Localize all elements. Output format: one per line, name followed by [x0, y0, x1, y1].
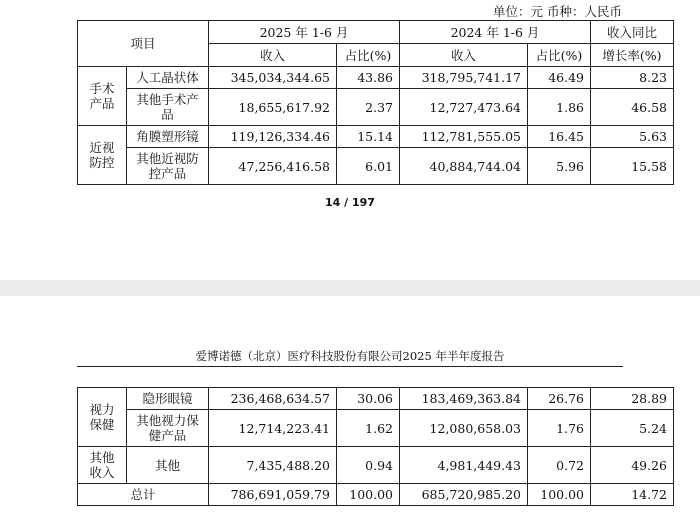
cell-revenue-2025: 236,468,634.57: [209, 388, 337, 410]
cell-revenue-2025: 12,714,223.41: [209, 410, 337, 447]
cell-share-2024: 26.76: [528, 388, 591, 410]
cell-growth: 8.23: [591, 67, 674, 89]
category-label: 手术产品: [78, 67, 127, 126]
page-gap: [0, 280, 700, 296]
running-header: 爱博诺德（北京）医疗科技股份有限公司2025 年半年度报告: [195, 349, 505, 363]
header-2025: 2025 年 1-6 月: [209, 21, 400, 44]
table-row: [78, 89, 674, 126]
category-label: 视力保健: [78, 388, 127, 447]
table-row: [78, 388, 674, 410]
table-row: [78, 148, 674, 185]
cell-share-2024: 16.45: [528, 126, 591, 148]
cell-revenue-2025: 18,655,617.92: [209, 89, 337, 126]
cell-revenue-2024: 183,469,363.84: [400, 388, 528, 410]
total-label: 总计: [78, 484, 209, 506]
cell-revenue-2024: 40,884,744.04: [400, 148, 528, 185]
cell-growth: 46.58: [591, 89, 674, 126]
cell-share-2025: 30.06: [337, 388, 400, 410]
header-growth-rate: 增长率(%): [591, 44, 674, 67]
header-item: 项目: [78, 21, 209, 67]
header-yoy: 收入同比: [591, 21, 674, 44]
cell-revenue-2024: 4,981,449.43: [400, 447, 528, 484]
table-row: [78, 447, 674, 484]
cell-revenue-2025: 345,034,344.65: [209, 67, 337, 89]
header-revenue-2025: 收入: [209, 44, 337, 67]
revenue-table-part1: [77, 20, 674, 185]
cell-revenue-2024: 112,781,555.05: [400, 126, 528, 148]
total-growth: 14.72: [591, 484, 674, 506]
cell-growth: 5.24: [591, 410, 674, 447]
cell-revenue-2025: 7,435,488.20: [209, 447, 337, 484]
total-revenue-2024: 685,720,985.20: [400, 484, 528, 506]
cell-revenue-2024: 12,727,473.64: [400, 89, 528, 126]
total-share-2024: 100.00: [528, 484, 591, 506]
cell-growth: 28.89: [591, 388, 674, 410]
cell-growth: 5.63: [591, 126, 674, 148]
revenue-table-part2: [77, 387, 674, 506]
page-number: 14 / 197: [325, 196, 375, 209]
header-share-2024: 占比(%): [528, 44, 591, 67]
cell-share-2025: 0.94: [337, 447, 400, 484]
total-share-2025: 100.00: [337, 484, 400, 506]
header-share-2025: 占比(%): [337, 44, 400, 67]
cell-share-2025: 43.86: [337, 67, 400, 89]
table-row: [78, 410, 674, 447]
cell-revenue-2024: 318,795,741.17: [400, 67, 528, 89]
table-row: [78, 126, 674, 148]
cell-share-2025: 6.01: [337, 148, 400, 185]
cell-share-2025: 2.37: [337, 89, 400, 126]
item-label: 隐形眼镜: [127, 388, 209, 410]
cell-share-2024: 5.96: [528, 148, 591, 185]
cell-revenue-2024: 12,080,658.03: [400, 410, 528, 447]
cell-share-2024: 46.49: [528, 67, 591, 89]
table-row: [78, 67, 674, 89]
cell-share-2025: 1.62: [337, 410, 400, 447]
cell-revenue-2025: 119,126,334.46: [209, 126, 337, 148]
unit-currency-note: 单位：元 币种：人民币: [493, 4, 622, 19]
item-label: 其他近视防控产品: [127, 148, 209, 185]
header-rule: [77, 366, 623, 367]
cell-share-2024: 1.86: [528, 89, 591, 126]
total-revenue-2025: 786,691,059.79: [209, 484, 337, 506]
item-label: 其他视力保健产品: [127, 410, 209, 447]
item-label: 人工晶状体: [127, 67, 209, 89]
cell-share-2024: 0.72: [528, 447, 591, 484]
item-label: 其他手术产品: [127, 89, 209, 126]
cell-growth: 15.58: [591, 148, 674, 185]
total-row: [78, 484, 674, 506]
category-label: 近视防控: [78, 126, 127, 185]
item-label: 角膜塑形镜: [127, 126, 209, 148]
cell-revenue-2025: 47,256,416.58: [209, 148, 337, 185]
category-label: 其他收入: [78, 447, 127, 484]
cell-share-2024: 1.76: [528, 410, 591, 447]
cell-growth: 49.26: [591, 447, 674, 484]
header-revenue-2024: 收入: [400, 44, 528, 67]
item-label: 其他: [127, 447, 209, 484]
header-2024: 2024 年 1-6 月: [400, 21, 591, 44]
cell-share-2025: 15.14: [337, 126, 400, 148]
